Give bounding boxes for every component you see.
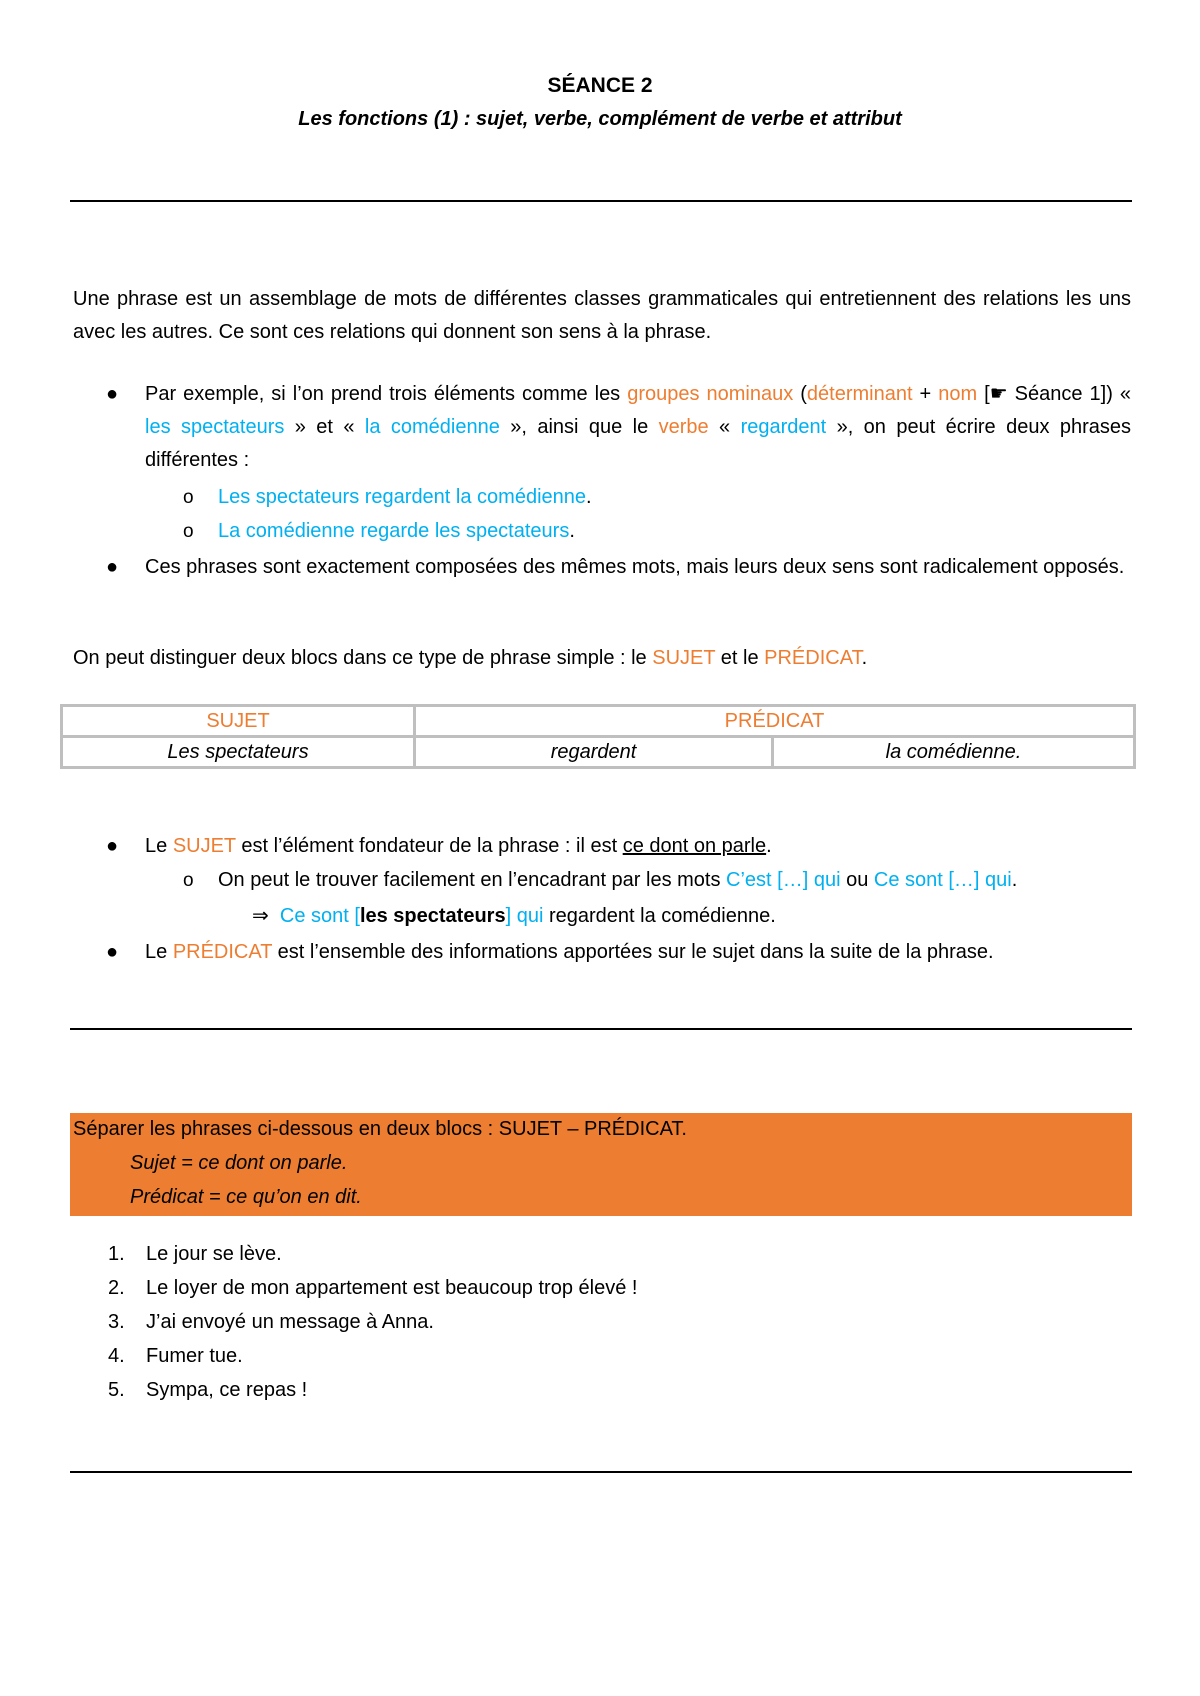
predicat-definition: ● Le PRÉDICAT est l’ensemble des informations apportées sur le sujet dans la suite de la phrase. (73, 936, 1131, 969)
divider-2 (70, 1028, 1132, 1030)
list-item: 2. Le loyer de mon appartement est beaucoup trop élevé ! (108, 1277, 638, 1299)
sujet-tip: o On peut le trouver facilement en l’encadrant par les mots C’est […] qui ou Ce sont […] qui. (183, 864, 1017, 897)
sujet-predicat-table (60, 704, 1136, 769)
bullet-icon: ● (106, 941, 119, 963)
bullet-icon: ● (106, 556, 119, 578)
exercise-instruction-banner (70, 1113, 1132, 1216)
example-sentence-2: o La comédienne regarde les spectateurs. (183, 515, 575, 548)
divider-3 (70, 1471, 1132, 1473)
blocks-paragraph: On peut distinguer deux blocs dans ce type de phrase simple : le SUJET et le PRÉDICAT. (73, 647, 868, 669)
circle-bullet-icon: o (183, 487, 194, 508)
page-subtitle: Les fonctions (1) : sujet, verbe, complément de verbe et attribut (298, 108, 902, 130)
table-cell: la comédienne. (773, 737, 1135, 768)
table-header-sujet: SUJET (62, 706, 415, 737)
circle-bullet-icon: o (183, 870, 194, 891)
list-item: 3. J’ai envoyé un message à Anna. (108, 1311, 434, 1333)
bullet-icon: ● (106, 383, 119, 405)
arrow-icon: ⇒ (252, 905, 269, 927)
example-bullet-text: Par exemple, si l’on prend trois éléments comme les groupes nominaux (déterminant + nom [☛ Séance 1]) « les spectateurs » et « la comédienne », ainsi que le verbe « regardent », on peut écrire deux phrases différentes : (145, 383, 1131, 471)
circle-bullet-icon: o (183, 521, 194, 542)
opposed-bullet: ● Ces phrases sont exactement composées des mêmes mots, mais leurs deux sens sont radicalement opposés. (73, 551, 1131, 584)
table-cell: regardent (415, 737, 773, 768)
example-sentence-1: o Les spectateurs regardent la comédienne. (183, 481, 592, 514)
table-header-predicat: PRÉDICAT (415, 706, 1135, 737)
intro-paragraph: Une phrase est un assemblage de mots de différentes classes grammaticales qui entretiennent des relations les uns avec les autres. Ce sont ces relations qui donnent son sens à la phrase. (73, 288, 1131, 343)
page-title: SÉANCE 2 (547, 74, 653, 97)
table-cell: Les spectateurs (62, 737, 415, 768)
exercise-hint-sujet: Sujet = ce dont on parle. (130, 1152, 348, 1174)
exercise-instruction: Séparer les phrases ci-dessous en deux blocs : SUJET – PRÉDICAT. (73, 1118, 687, 1140)
bullet-icon: ● (106, 835, 119, 857)
divider-1 (70, 200, 1132, 202)
list-item: 1. Le jour se lève. (108, 1243, 282, 1265)
sujet-example: ⇒ Ce sont [les spectateurs] qui regardent la comédienne. (252, 905, 776, 927)
list-item: 4. Fumer tue. (108, 1345, 243, 1367)
list-item: 5. Sympa, ce repas ! (108, 1379, 308, 1401)
example-bullet (73, 378, 1131, 477)
sujet-definition: ● Le SUJET est l’élément fondateur de la phrase : il est ce dont on parle. (73, 830, 1131, 863)
exercise-hint-predicat: Prédicat = ce qu’on en dit. (130, 1186, 362, 1208)
